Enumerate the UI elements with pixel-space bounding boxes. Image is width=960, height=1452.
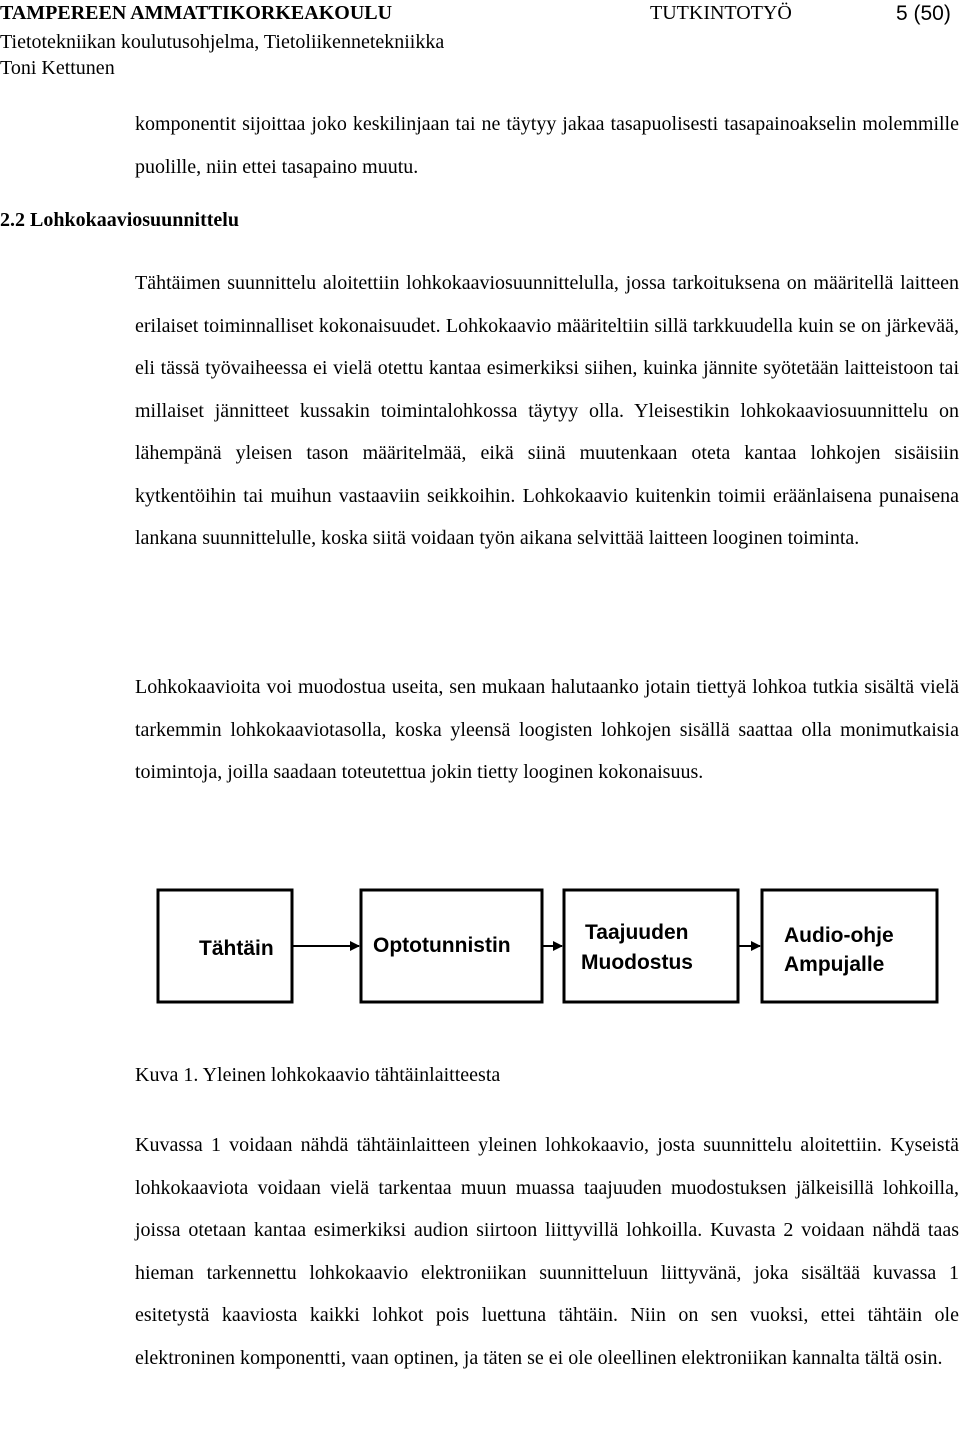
header-author: Toni Kettunen: [0, 57, 115, 79]
figure-caption: Kuva 1. Yleinen lohkokaavio tähtäinlaitteesta: [135, 1064, 501, 1086]
block-4-label-line2: Ampujalle: [784, 953, 885, 976]
header-document-type: TUTKINTOTYÖ: [650, 2, 792, 24]
header-program: Tietotekniikan koulutusohjelma, Tietoliikennetekniikka: [0, 31, 445, 53]
paragraph-2: Tähtäimen suunnittelu aloitettiin lohkokaaviosuunnittelulla, jossa tarkoituksena on määritellä laitteen erilaiset toiminnalliset kokonaisuudet. Lohkokaavio määriteltiin sillä tarkkuudella kuin se on järkevää, eli tässä työvaiheessa ei vielä otettu kantaa esimerkiksi siihen, kuinka jännite syötetään laitteistoon tai millaiset jännitteet kussakin toimintalohkossa täytyy olla. Yleisestikin lohkokaaviosuunnittelu on lähempänä yleisen tason määritelmää, eikä siinä muutenkaan oteta kantaa lohkojen sisäisiin kytkentöihin tai muihun vastaaviin seikkoihin. Lohkokaavio kuitenkin toimii eräänlaisena punaisena lankana suunnittelulle, koska siitä voidaan työn aikana selvittää laitteen looginen toiminta.: [135, 272, 959, 549]
block-1-label: Tähtäin: [199, 937, 274, 960]
header-institution: TAMPEREEN AMMATTIKORKEAKOULU: [0, 2, 393, 24]
section-heading: 2.2 Lohkokaaviosuunnittelu: [0, 209, 239, 231]
page-header: [0, 0, 960, 90]
block-2-label: Optotunnistin: [373, 934, 511, 957]
header-page-number: 5 (50): [896, 2, 951, 25]
block-diagram: [135, 868, 959, 1026]
paragraph-4: Kuvassa 1 voidaan nähdä tähtäinlaitteen yleinen lohkokaavio, josta suunnittelu aloitettiin. Kyseistä lohkokaaviota voidaan vielä tarkentaa muun muassa taajuuden muodostuksen jälkeisillä lohkoilla, joissa otetaan kantaa esimerkiksi audion siirtoon liittyvillä lohkoilla. Kuvasta 2 voidaan nähdä taas hieman tarkennettu lohkokaavio elektroniikan suunnitteluun liittyvänä, joka sisältää kuvassa 1 esitetystä kaaviosta kaikki lohkot pois luettuna tähtäin. Niin on sen vuoksi, ettei tähtäin ole elektroninen komponentti, vaan optinen, ja täten se ei ole oleellinen elektroniikan kannalta tältä osin.: [135, 1134, 959, 1369]
block-taajuuden-muodostus: [564, 890, 738, 1002]
block-3-label-line2: Muodostus: [581, 951, 693, 974]
paragraph-3: Lohkokaavioita voi muodostua useita, sen mukaan halutaanko jotain tiettyä lohkoa tutkia sisältä vielä tarkemmin lohkokaaviotasolla, koska yleensä loogisten lohkojen sisällä saattaa olla monimutkaisia toimintoja, joilla saadaan toteutettua jokin tietty looginen kokonaisuus.: [135, 676, 959, 783]
paragraph-1: komponentit sijoittaa joko keskilinjaan tai ne täytyy jakaa tasapuolisesti tasapainoakselin molemmille puolille, niin ettei tasapaino muutu.: [135, 113, 959, 178]
block-3-label-line1: Taajuuden: [585, 921, 689, 944]
block-4-label-line1: Audio-ohje: [784, 924, 894, 947]
